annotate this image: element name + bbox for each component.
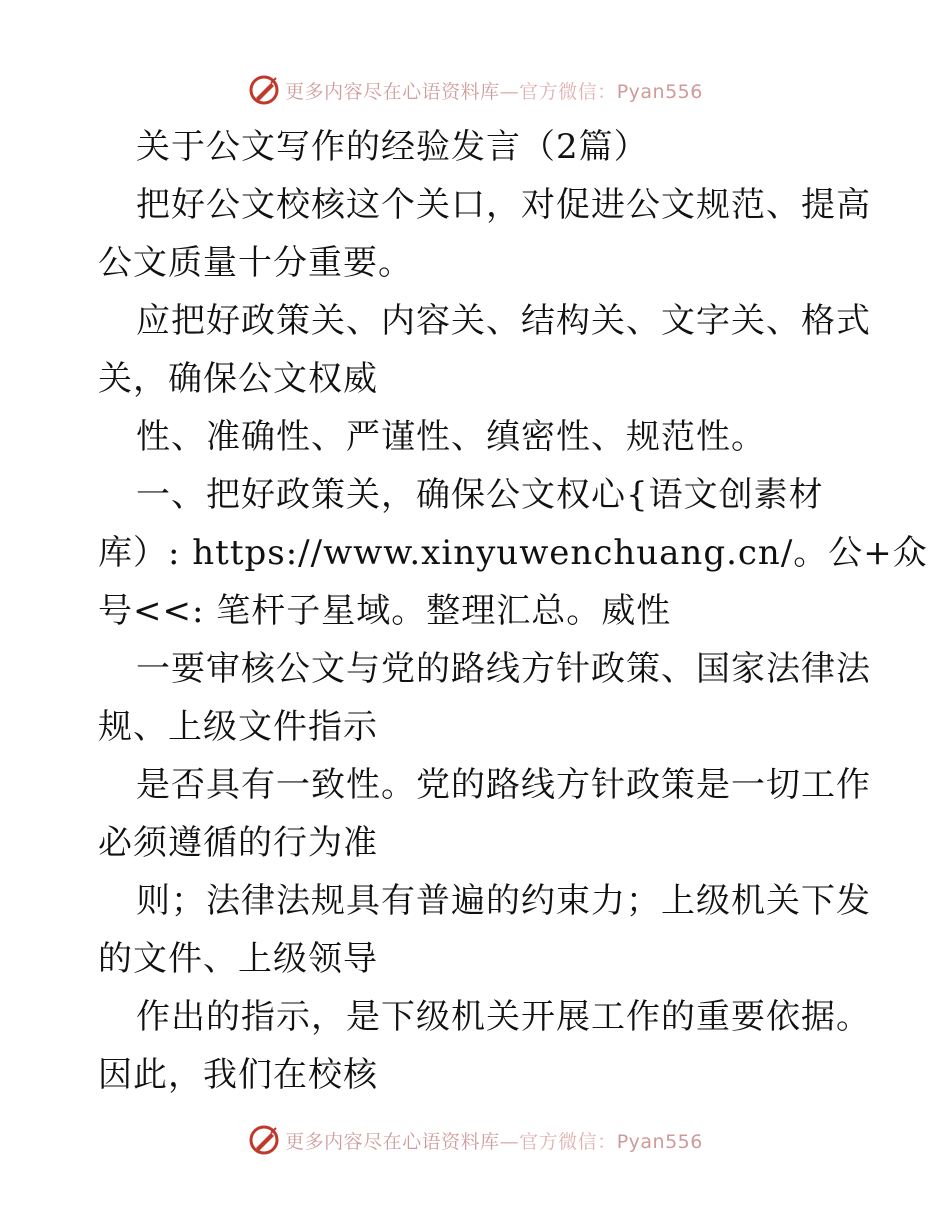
banner-text-sep: —官方微信： xyxy=(499,1130,617,1153)
paragraph-line: 号<<: 笔杆子星域。整理汇总。威性 xyxy=(98,591,672,631)
paragraph-line: 关，确保公文权威 xyxy=(98,359,378,399)
document-title: 关于公文写作的经验发言（2篇） xyxy=(136,127,649,167)
paragraph-line: 库）: https://www.xinyuwenchuang.cn/。公+众 xyxy=(98,533,928,573)
paragraph-line: 因此，我们在校核 xyxy=(98,1055,378,1095)
paragraph-line: 则；法律法规具有普遍的约束力；上级机关下发 xyxy=(136,881,871,921)
paragraph-line: 作出的指示，是下级机关开展工作的重要依据。 xyxy=(136,997,871,1037)
banner-text-main: 更多内容尽在心语资料库 xyxy=(285,80,500,103)
banner-text-id: Pyan556 xyxy=(616,1130,703,1153)
paragraph-line: 应把好政策关、内容关、结构关、文字关、格式 xyxy=(136,301,871,341)
banner-text-main: 更多内容尽在心语资料库 xyxy=(285,1130,500,1153)
paragraph-line: 把好公文校核这个关口，对促进公文规范、提高 xyxy=(136,185,871,225)
paragraph-line: 性、准确性、严谨性、缜密性、规范性。 xyxy=(136,417,766,457)
paragraph-line: 是否具有一致性。党的路线方针政策是一切工作 xyxy=(136,765,871,805)
section-heading: 一、把好政策关，确保公文权心{语文创素材 xyxy=(136,475,824,515)
banner-text-sep: —官方微信： xyxy=(499,80,617,103)
banner-text-id: Pyan556 xyxy=(616,80,703,103)
document-body xyxy=(98,118,928,1104)
pen-logo-icon xyxy=(247,73,281,107)
pen-logo-icon xyxy=(247,1123,281,1157)
paragraph-line: 必须遵循的行为准 xyxy=(98,823,378,863)
paragraph-line: 一要审核公文与党的路线方针政策、国家法律法 xyxy=(136,649,871,689)
paragraph-line: 公文质量十分重要。 xyxy=(98,243,413,283)
footer-banner xyxy=(0,1120,950,1160)
paragraph-line: 规、上级文件指示 xyxy=(98,707,378,747)
paragraph-line: 的文件、上级领导 xyxy=(98,939,378,979)
header-banner xyxy=(0,70,950,110)
